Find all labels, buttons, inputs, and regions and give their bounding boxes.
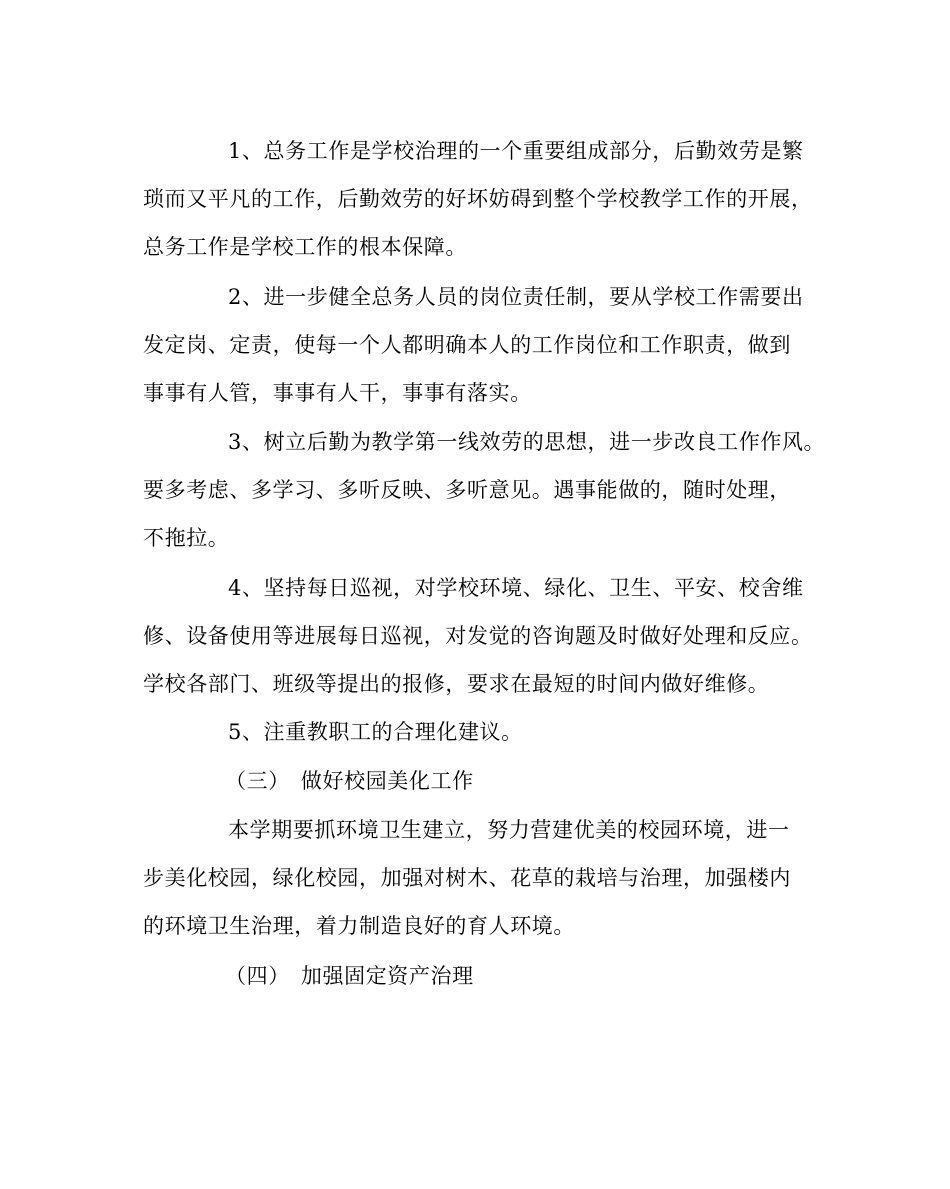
paragraph-2-line-1: 2、进一步健全总务人员的岗位责任制，要从学校工作需要出 xyxy=(228,285,804,309)
paragraph-3-line-3: 不拖拉。 xyxy=(143,526,230,550)
paragraph-6-line-1: 本学期要抓环境卫生建立，努力营建优美的校园环境，进一 xyxy=(228,818,790,842)
paragraph-4-line-2: 修、设备使用等进展每日巡视，对发觉的咨询题及时做好处理和反应。 xyxy=(143,624,813,648)
paragraph-2-line-3: 事事有人管，事事有人干，事事有落实。 xyxy=(143,381,532,405)
paragraph-5-line-1: 5、注重教职工的合理化建议。 xyxy=(228,720,523,744)
section-heading-4: （四） 加强固定资产治理 xyxy=(225,964,474,988)
section-heading-3: （三） 做好校园美化工作 xyxy=(225,769,474,793)
paragraph-3-line-2: 要多考虑、多学习、多听反映、多听意见。遇事能做的，随时处理， xyxy=(143,478,791,502)
paragraph-1-line-3: 总务工作是学校工作的根本保障。 xyxy=(143,235,467,259)
paragraph-6-line-3: 的环境卫生治理，着力制造良好的育人环境。 xyxy=(143,914,575,938)
paragraph-3-line-1: 3、树立后勤为教学第一线效劳的思想，进一步改良工作作风。 xyxy=(228,430,826,454)
paragraph-1-line-2: 琐而又平凡的工作，后勤效劳的好坏妨碍到整个学校教学工作的开展， xyxy=(143,187,813,211)
paragraph-6-line-2: 步美化校园，绿化校园，加强对树木、花草的栽培与治理，加强楼内 xyxy=(143,866,791,890)
paragraph-2-line-2: 发定岗、定责，使每一个人都明确本人的工作岗位和工作职责，做到 xyxy=(143,333,791,357)
paragraph-4-line-1: 4、坚持每日巡视，对学校环境、绿化、卫生、平安、校舍维 xyxy=(228,576,804,600)
paragraph-1-line-1: 1、总务工作是学校治理的一个重要组成部分，后勤效劳是繁 xyxy=(228,139,804,163)
paragraph-4-line-3: 学校各部门、班级等提出的报修，要求在最短的时间内做好维修。 xyxy=(143,672,770,696)
